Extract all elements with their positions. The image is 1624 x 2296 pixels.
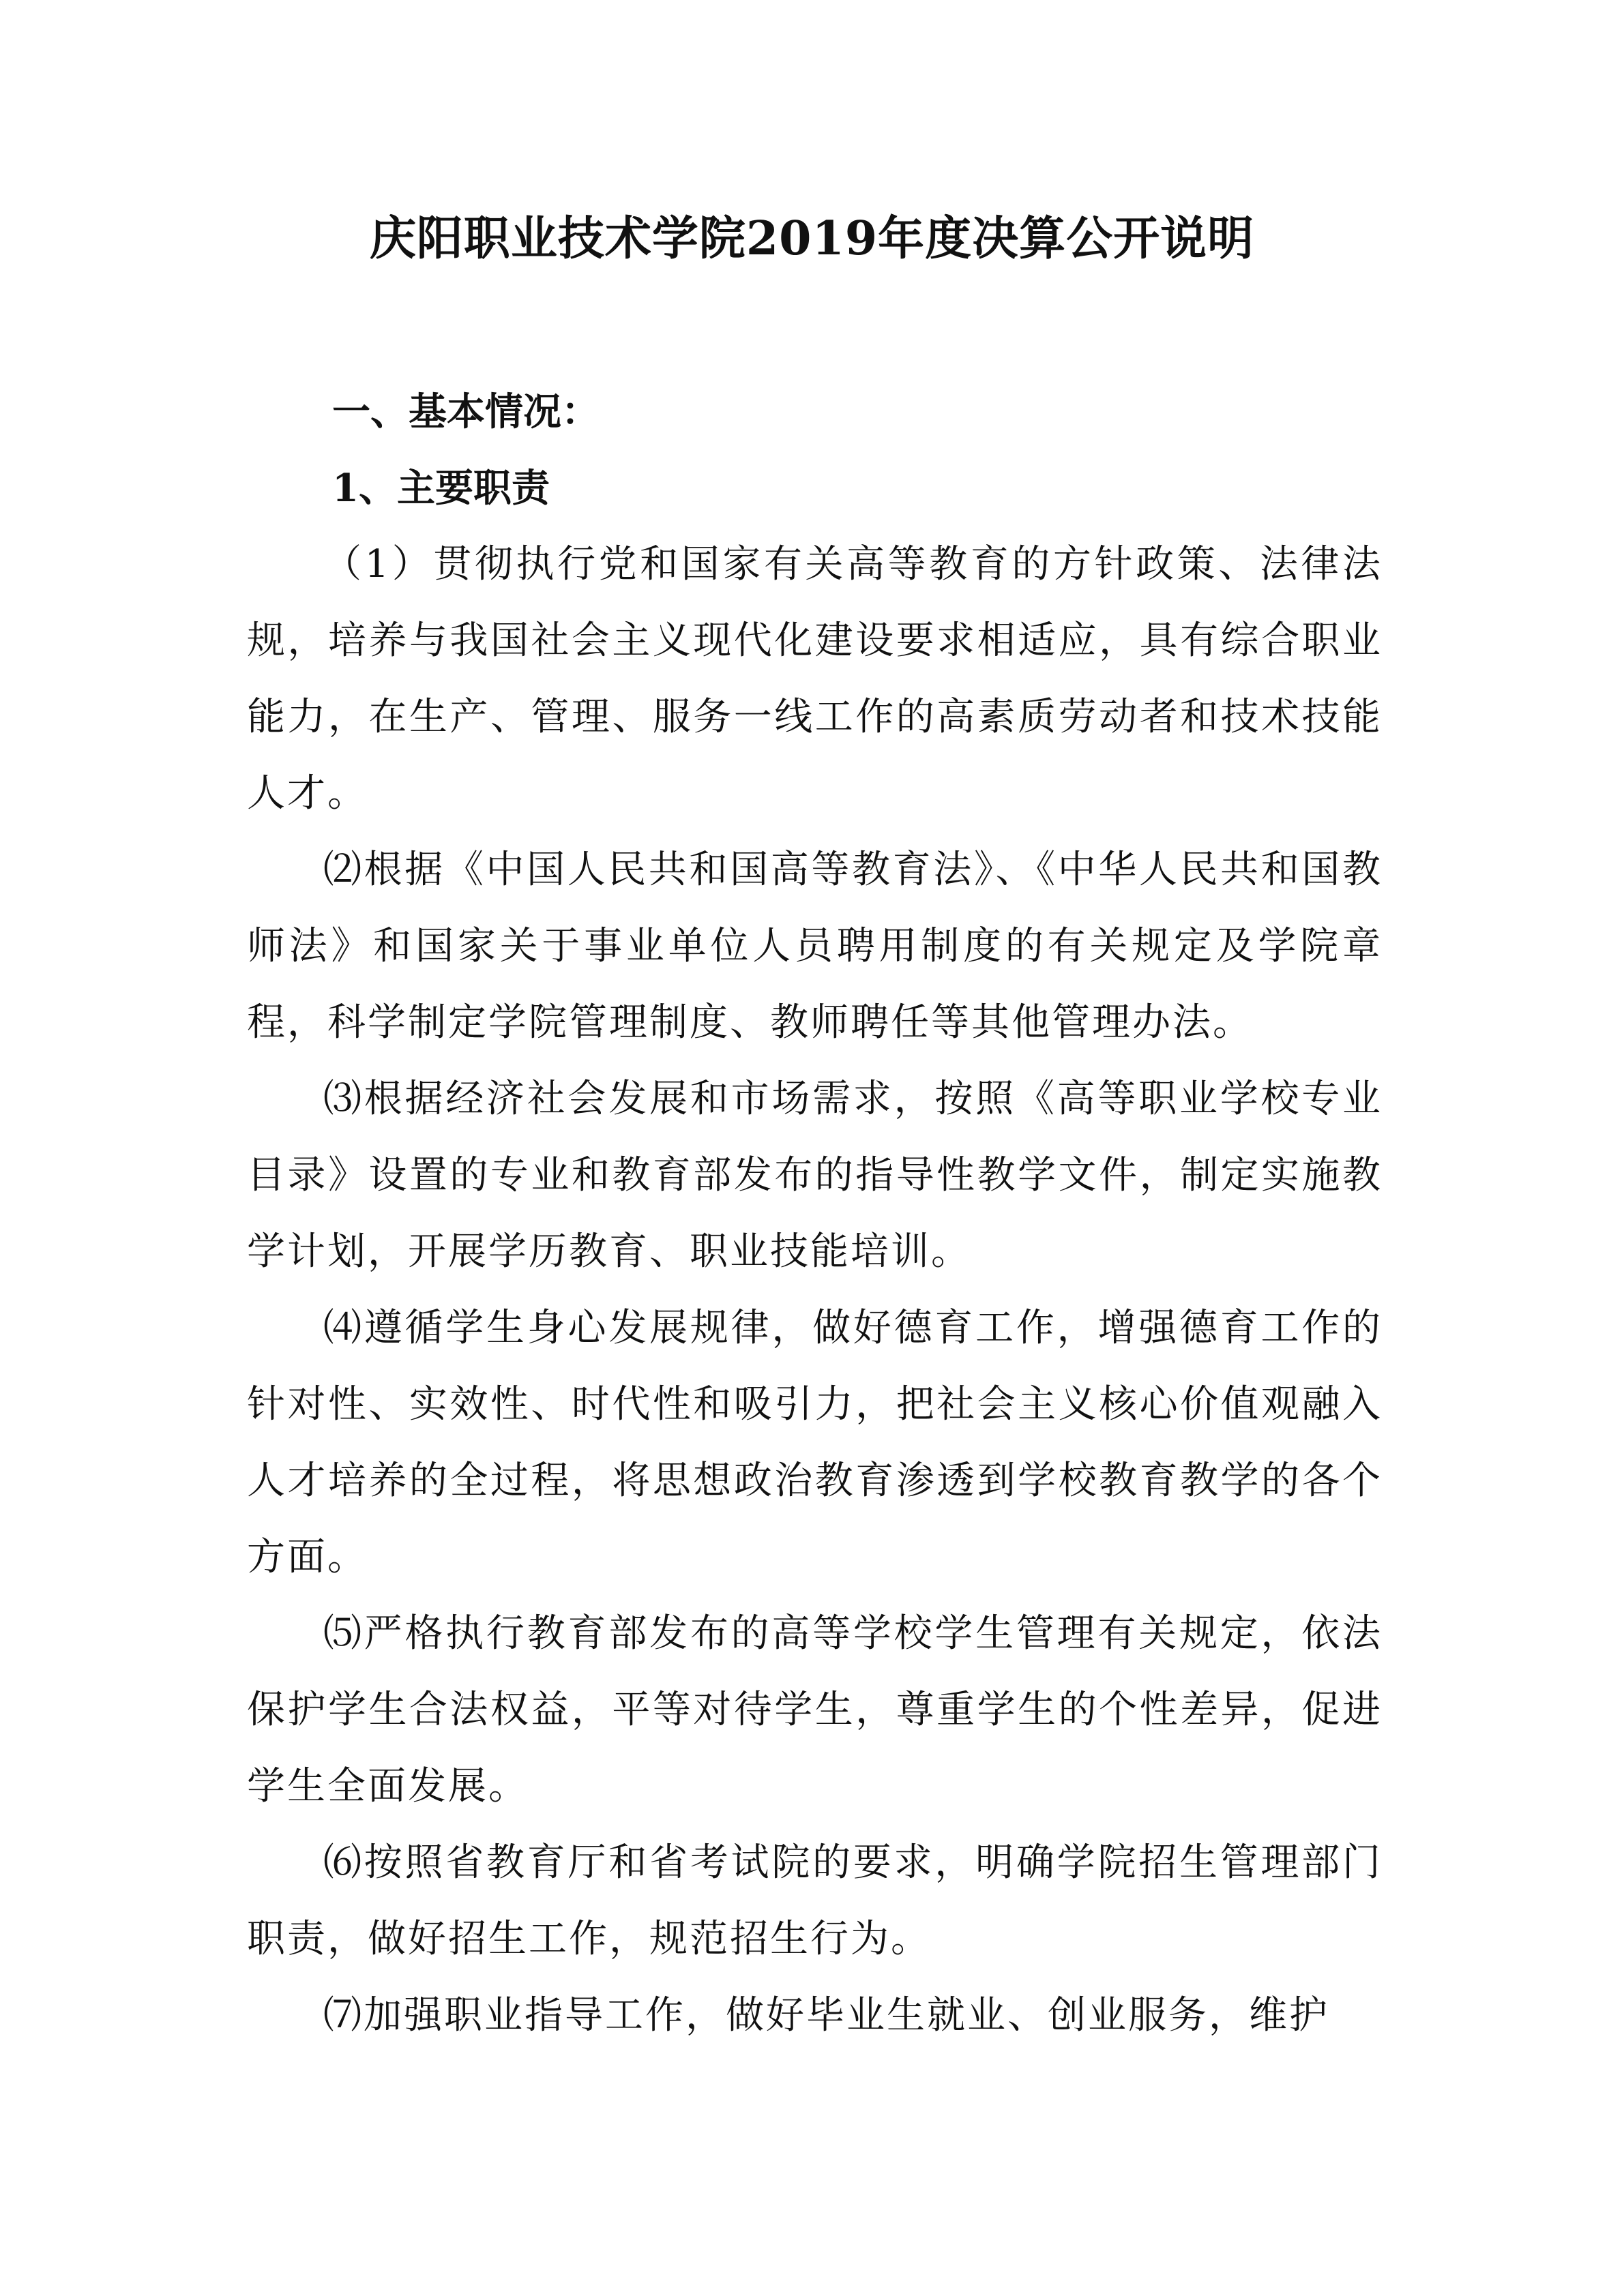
document-title: 庆阳职业技术学院2019年度决算公开说明 xyxy=(369,211,1255,266)
paragraph-duty-5: ⑸严格执行教育部发布的高等学校学生管理有关规定，依法保护学生合法权益，平等对待学生，尊重学生的个性差异，促进学生全面发展。 xyxy=(247,1611,1383,1808)
section-heading: 一、基本情况： xyxy=(332,389,600,434)
paragraph-duty-7: ⑺加强职业指导工作，做好毕业生就业、创业服务，维护 xyxy=(323,1993,1329,2038)
subsection-heading: 1、主要职责 xyxy=(332,466,550,511)
paragraph-duty-6: ⑹按照省教育厅和省考试院的要求，明确学院招生管理部门职责，做好招生工作，规范招生行为。 xyxy=(247,1840,1383,1961)
paragraph-duty-1: （1）贯彻执行党和国家有关高等教育的方针政策、法律法规，培养与我国社会主义现代化建设要求相适应，具有综合职业能力，在生产、管理、服务一线工作的高素质劳动者和技术技能人才。 xyxy=(247,542,1383,816)
paragraph-duty-2: ⑵根据《中国人民共和国高等教育法》、《中华人民共和国教师法》和国家关于事业单位人员聘用制度的有关规定及学院章程，科学制定学院管理制度、教师聘任等其他管理办法。 xyxy=(247,848,1383,1045)
document-body xyxy=(247,374,1383,2054)
paragraph-duty-3: ⑶根据经济社会发展和市场需求，按照《高等职业学校专业目录》设置的专业和教育部发布的指导性教学文件，制定实施教学计划，开展学历教育、职业技能培训。 xyxy=(247,1077,1383,1274)
paragraph-duty-4: ⑷遵循学生身心发展规律，做好德育工作，增强德育工作的针对性、实效性、时代性和吸引力，把社会主义核心价值观融入人才培养的全过程，将思想政治教育渗透到学校教育教学的各个方面。 xyxy=(247,1306,1383,1579)
